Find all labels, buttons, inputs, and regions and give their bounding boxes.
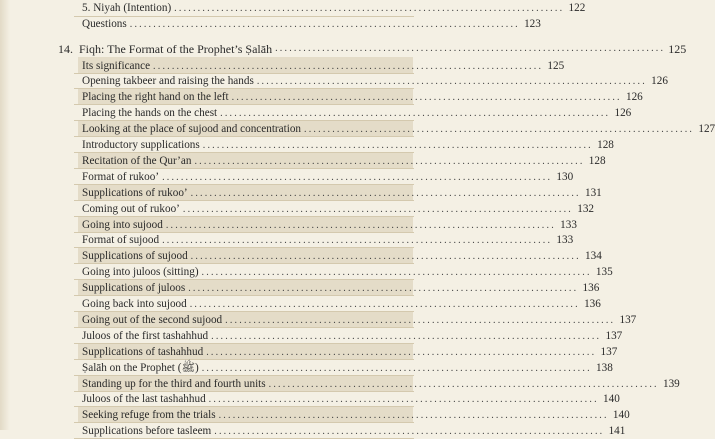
toc-entry-title: Seeking refuge from the trials — [82, 409, 216, 422]
toc-entry-page: 134 — [585, 250, 602, 263]
toc-entry — [82, 263, 613, 279]
toc-entry-title: Ṣalāh on the Prophet (ﷺ) — [82, 361, 199, 374]
toc-entry — [82, 231, 574, 247]
toc-entry — [82, 247, 602, 263]
toc-entry — [82, 279, 600, 295]
toc-entry-title: Supplications of juloos — [82, 282, 186, 295]
toc-entry — [82, 88, 643, 104]
toc-entry — [82, 152, 606, 168]
leader-dots: ................................................................................... — [201, 362, 592, 374]
toc-entry — [82, 15, 541, 31]
toc-entry-page: 123 — [524, 18, 541, 30]
toc-entry — [82, 0, 586, 15]
leader-dots: ................................................................................... — [190, 251, 581, 263]
leader-dots: ................................................................................... — [256, 76, 647, 88]
chapter-title: Fiqh: The Format of the Prophet’s Ṣalāh — [79, 42, 273, 56]
toc-entry-title: Going out of the second sujood — [82, 313, 223, 326]
toc-entry-page: 130 — [556, 170, 574, 183]
leader-dots: ................................................................................... — [225, 314, 616, 326]
page-gutter-shadow — [0, 0, 10, 430]
leader-dots: ................................................................................... — [268, 378, 659, 390]
toc-entry-page: 126 — [651, 75, 668, 88]
toc-entry — [82, 72, 668, 88]
leader-dots: ................................................................................... — [206, 346, 597, 358]
toc-entry-title: Questions — [82, 18, 127, 30]
toc-entry-page: 132 — [577, 202, 594, 215]
leader-dots: ................................................................................... — [214, 426, 605, 438]
toc-entry-page: 128 — [588, 154, 606, 167]
leader-dots: ................................................................................... — [165, 219, 556, 231]
toc-entry-page: 126 — [625, 91, 643, 104]
toc-entry-page: 138 — [596, 361, 613, 374]
toc-entry-title: Format of rukoo’ — [82, 170, 160, 183]
leader-dots: ................................................................................... — [129, 19, 520, 30]
toc-entry-title: Supplications of rukoo’ — [82, 186, 188, 199]
leader-dots: ................................................................................... — [182, 203, 573, 215]
toc-entry-title: Placing the right hand on the left — [82, 91, 229, 104]
chapter-page: 125 — [668, 42, 687, 56]
leader-dots: ................................................................................... — [174, 3, 565, 14]
toc-entry-page: 131 — [584, 186, 602, 199]
toc-entry-page: 139 — [662, 377, 680, 390]
toc-entry-title: Supplications of tashahhud — [82, 345, 204, 358]
toc-entry — [82, 295, 601, 311]
toc-entry-title: Introductory supplications — [82, 139, 200, 151]
chapter-number: 14. — [58, 42, 73, 56]
toc-entry-page: 141 — [608, 425, 626, 438]
toc-entry-page: 136 — [582, 282, 600, 295]
leader-dots: ................................................................................... — [190, 187, 581, 199]
toc-entry-page: 140 — [612, 409, 630, 422]
toc-entry-title: 5. Niyah (Intention) — [82, 2, 172, 14]
leader-dots: ................................................................................... — [201, 267, 592, 279]
toc-entry — [82, 327, 623, 343]
toc-entry — [82, 216, 577, 232]
leader-dots: ................................................................................... — [218, 410, 609, 422]
toc-entry — [82, 406, 630, 422]
toc-entry-title: Looking at the place of sujood and concentration — [82, 123, 302, 136]
toc-entry-title: Format of sujood — [82, 234, 160, 247]
toc-entry — [82, 390, 620, 406]
toc-entry-page: 126 — [614, 107, 632, 120]
toc-entry-page: 127 — [698, 123, 715, 136]
leader-dots: ................................................................................... — [211, 330, 602, 342]
toc-entry-page: 128 — [597, 139, 614, 151]
toc-entry-title: Recitation of the Qur’an — [82, 154, 192, 167]
toc-entry-title: Supplications before tasleem — [82, 425, 212, 438]
toc-entry — [82, 184, 602, 200]
leader-dots: ................................................................................... — [188, 283, 579, 295]
toc-entry-page: 122 — [568, 2, 586, 14]
toc-entry — [82, 168, 574, 184]
leader-dots: ................................................................................... — [231, 92, 622, 104]
leader-dots: ................................................................................... — [202, 140, 593, 151]
toc-entry-title: Going into juloos (sitting) — [82, 266, 199, 279]
toc-entry-title: Opening takbeer and raising the hands — [82, 75, 254, 88]
toc-entry-title: Juloos of the first tashahhud — [82, 329, 209, 342]
leader-dots: ................................................................................... — [162, 235, 553, 247]
toc-entry — [82, 57, 565, 73]
toc-entry-title: Coming out of rukoo’ — [82, 202, 180, 215]
leader-dots: ................................................................................... — [220, 108, 611, 120]
leader-dots: ................................................................................... — [304, 124, 695, 136]
toc-entry — [82, 136, 614, 152]
toc-entry-page: 133 — [556, 234, 574, 247]
toc-entry — [82, 120, 715, 136]
toc-entry-page: 137 — [619, 313, 637, 326]
toc-entry-title: Placing the hands on the chest — [82, 107, 218, 120]
leader-dots: ................................................................................... — [162, 171, 553, 183]
toc-entry-title: Going back into sujood — [82, 298, 187, 310]
toc-entry — [82, 343, 618, 359]
toc-entry-title: Its significance — [82, 59, 151, 72]
toc-entry-page: 137 — [605, 329, 623, 342]
toc-entry-title: Juloos of the last tashahhud — [82, 393, 206, 406]
toc-entry — [82, 104, 632, 120]
leader-dots: ................................................................................... — [153, 60, 544, 72]
toc-entry-page: 136 — [584, 298, 601, 310]
toc-entry — [82, 200, 594, 216]
toc-entry-title: Standing up for the third and fourth units — [82, 377, 266, 390]
leader-dots: ................................................................................... — [275, 43, 666, 54]
toc-entry-page: 125 — [547, 59, 565, 72]
toc-entry-page: 140 — [603, 393, 620, 406]
toc-entry-title: Going into sujood — [82, 218, 163, 231]
toc-entry — [82, 375, 680, 391]
toc-entry-title: Supplications of sujood — [82, 250, 188, 263]
chapter-heading — [58, 40, 687, 56]
toc-entry-page: 135 — [595, 266, 613, 279]
toc-entry-page: 133 — [560, 218, 577, 231]
leader-dots: ................................................................................... — [189, 299, 580, 310]
leader-dots: ................................................................................... — [208, 394, 599, 406]
toc-entry — [82, 422, 626, 438]
toc-entry — [82, 359, 613, 375]
leader-dots: ................................................................................... — [194, 155, 585, 167]
toc-entry-page: 137 — [600, 345, 618, 358]
toc-entry — [82, 311, 637, 327]
